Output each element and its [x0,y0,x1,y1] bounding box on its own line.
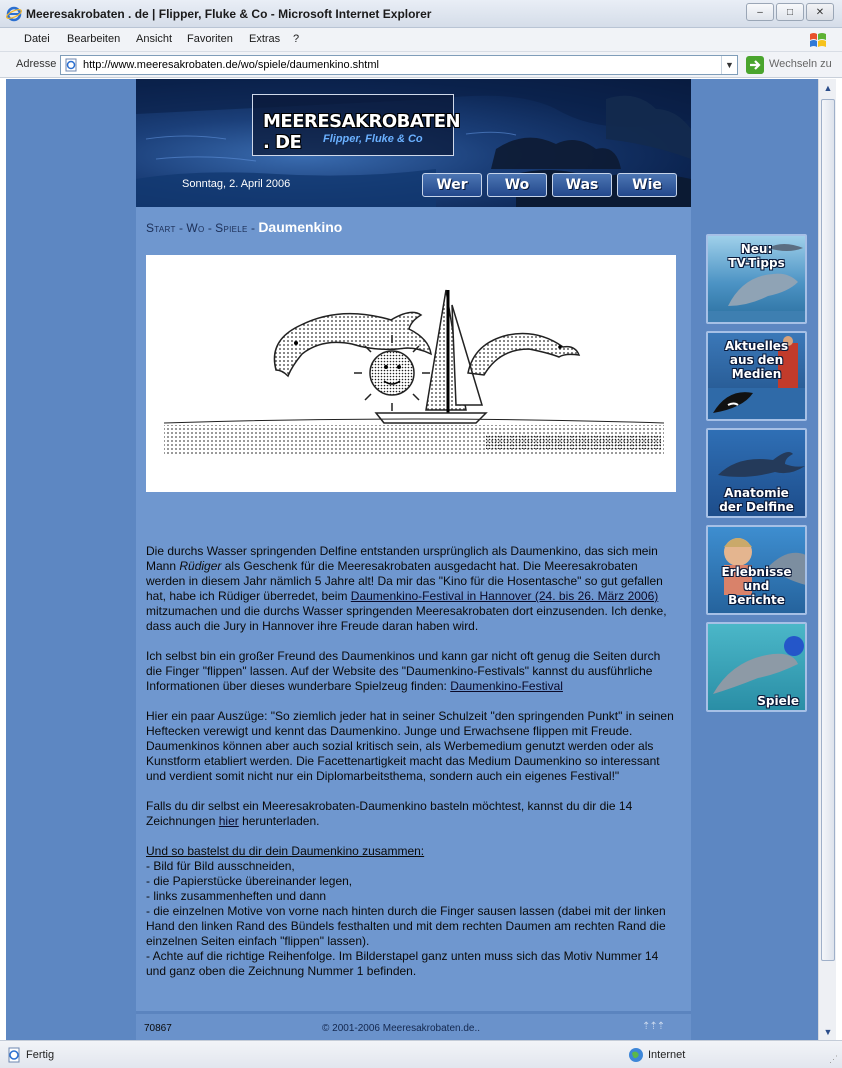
nav-wie[interactable]: Wie [617,173,677,197]
text: mitzumachen und die durchs Wasser springenden Meeresakrobaten dort einzusenden. Ich denke, dass auch die Jury in Hannover ihre Freude daran haben wird. [146,604,667,633]
paragraph-intro [146,544,679,634]
sidebar-tile-tv-tipps[interactable] [706,234,807,324]
howto-heading: Und so bastelst du dir dein Daumenkino zusammen: [146,844,425,858]
menu-help[interactable]: ? [293,33,300,45]
breadcrumb-separator: - [247,221,259,235]
scroll-up-icon[interactable]: ▲ [823,82,833,93]
text: Die durchs Wasser springenden Delfine entstanden ursprünglich als Daumenkino, das sich mein Mann [146,544,658,573]
tile-caption: Anatomie [724,486,789,500]
minimize-button[interactable]: – [746,3,774,21]
tile-caption: und [743,579,770,593]
copyright: © 2001-2006 Meeresakrobaten.de.. [322,1023,481,1034]
back-to-top-icon[interactable]: ⇡⇡⇡ [642,1021,665,1032]
site-banner [136,79,691,207]
scrollbar-thumb[interactable] [821,99,835,961]
text: Falls du dir selbst ein Meeresakrobaten-Daumenkino basteln möchtest, kannst du dir die 14 Zeichnungen [146,799,633,828]
breadcrumb-spiele[interactable]: Spiele [215,221,248,235]
tile-caption: Erlebnisse [721,565,792,579]
menu-datei[interactable]: Datei [24,33,50,45]
page-icon [64,58,78,72]
tile-caption: aus den [729,353,784,367]
menu-bearbeiten[interactable]: Bearbeiten [67,33,121,45]
address-bar [0,52,842,78]
howto-section [146,844,679,979]
menu-extras[interactable]: Extras [249,33,281,45]
tile-caption: Medien [731,367,782,381]
logo-subtitle: Flipper, Fluke & Co [323,133,423,145]
paragraph-download [146,799,679,829]
paragraph-festival [146,649,679,694]
tile-caption: Neu: [740,242,773,256]
menu-ansicht[interactable]: Ansicht [136,33,173,45]
internet-zone-globe-icon [628,1047,644,1063]
name-ruediger: Rüdiger [179,559,222,573]
address-input[interactable] [60,55,738,75]
sidebar-tile-spiele[interactable] [706,622,807,712]
sidebar-tile-medien[interactable] [706,331,807,421]
address-dropdown-icon[interactable]: ▼ [721,56,737,74]
paragraph-quote: Hier ein paar Auszüge: "So ziemlich jeder hat in seiner Schulzeit "den springenden Punkt" in seinen Heftecken verewigt und kennt das Daumenkino. Junge und Erwachsene flippen mit Freude. Daumenkinos können aber auch sozial kritisch sein, als Werbemedium genutzt werden oder als Kunstform etabliert werden. Die Facettenartigkeit macht das Medium Daumenkino so interessant und verdient somit nicht nur ein Diplomarbeitsthema, sondern auch ein eigenes Festival!" [146,709,674,783]
vertical-scrollbar[interactable] [818,79,836,1040]
breadcrumb-current: Daumenkino [258,219,343,235]
status-bar [0,1040,842,1068]
status-text: Fertig [26,1049,55,1061]
breadcrumb-separator: - [204,221,216,235]
nav-wer[interactable]: Wer [422,173,482,197]
site-logo[interactable] [252,94,461,156]
windows-logo-icon [808,30,828,50]
breadcrumb [146,219,342,235]
menu-favoriten[interactable]: Favoriten [187,33,233,45]
tile-caption: Berichte [728,593,785,607]
nav-wo[interactable]: Wo [487,173,547,197]
window-title: Meeresakrobaten . de | Flipper, Fluke & Co - Microsoft Internet Explorer [26,7,432,21]
security-zone: Internet [648,1049,686,1061]
nav-was[interactable]: Was [552,173,612,197]
tile-caption: der Delfine [719,500,794,514]
maximize-button[interactable]: □ [776,3,804,21]
scroll-down-icon[interactable]: ▼ [823,1026,833,1037]
sidebar-tile-anatomie[interactable] [706,428,807,518]
go-arrow-icon[interactable] [745,55,765,75]
go-button[interactable]: Wechseln zu [769,58,832,70]
download-link[interactable]: hier [218,814,239,828]
page-done-icon [6,1047,22,1063]
tile-caption: Spiele [757,694,799,708]
howto-step: - Bild für Bild ausschneiden, [146,859,295,873]
page-viewport [6,79,818,1040]
address-label: Adresse [16,58,57,70]
howto-step: - die einzelnen Motive von vorne nach hinten durch die Finger sausen lassen (dabei mit der linken Hand den linken Rand des Bündels festhalten und mit dem rechten Daumen am rechten Rand die einzelnen Seiten einfach "flippen" lassen). [146,904,666,948]
text: Ich selbst bin ein großer Freund des Daumenkinos und kann gar nicht oft genug die Seiten durch die Finger "flippen" lassen. Auf der Website des "Daumenkino-Festivals" kannst du ausführliche Informationen über dieses wunderbare Spielzeug finden: [146,649,661,693]
resize-grip-icon[interactable]: ⋰ [829,1054,838,1064]
breadcrumb-separator: - [175,221,187,235]
menu-bar [0,28,842,52]
breadcrumb-start[interactable]: Start [146,221,176,235]
tile-caption: TV-Tipps [728,256,785,270]
current-date: Sonntag, 2. April 2006 [182,178,291,190]
site-page [136,79,691,1040]
sidebar-tile-erlebnisse[interactable] [706,525,807,615]
festival-hannover-link[interactable]: Daumenkino-Festival in Hannover (24. bis 26. März 2006) [350,589,659,603]
daumenkino-festival-link[interactable]: Daumenkino-Festival [450,679,563,693]
howto-step: - links zusammenheften und dann [146,889,327,903]
text: herunterladen. [238,814,320,828]
text: als Geschenk für die Meeresakrobaten ausgedacht hat. Die Meeresakrobaten werden in diesem Jahr nämlich 5 Jahre alt! Da mir das "Kino für die Hosentasche" so gut gefallen hat, habe ich Rüdiger überredet, beim [146,559,663,603]
breadcrumb-wo[interactable]: Wo [186,221,205,235]
page-footer [136,1011,691,1040]
close-button[interactable]: ✕ [806,3,834,21]
internet-explorer-icon [6,6,22,22]
logo-title: MEERESAKROBATEN . DE [263,111,461,153]
howto-step: - die Papierstücke übereinander legen, [146,874,353,888]
visitor-counter: 70867 [144,1023,172,1034]
article-content [146,544,679,979]
howto-step: - Achte auf die richtige Reihenfolge. Im Bilderstapel ganz unten muss sich das Motiv Nummer 14 und ganz oben die Zeichnung Nummer 1 befinden. [146,949,659,978]
window-title-bar [0,0,842,28]
flipbook-illustration [146,255,676,492]
address-url: http://www.meeresakrobaten.de/wo/spiele/daumenkino.shtml [83,59,379,71]
tile-caption: Aktuelles [724,339,789,353]
